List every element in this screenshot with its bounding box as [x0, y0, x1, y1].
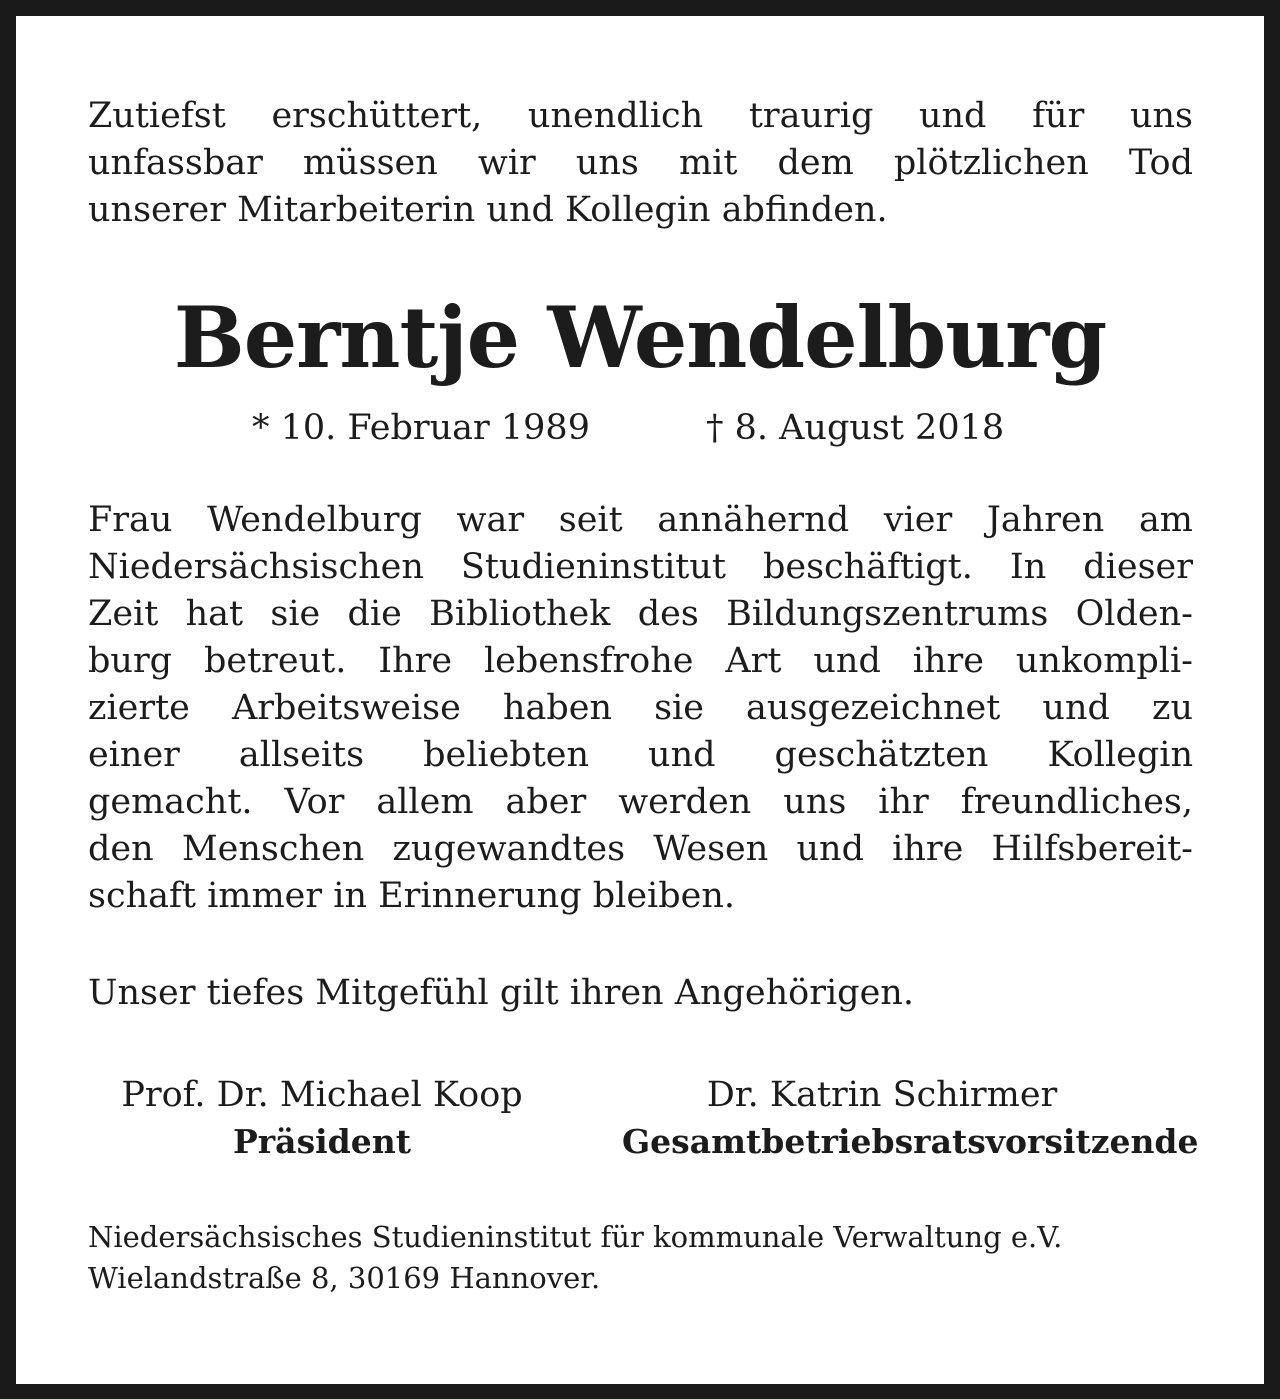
birth-date: * 10. Februar 1989 — [252, 408, 590, 448]
signatory-name: Dr. Katrin Schirmer — [706, 1075, 1058, 1115]
signatory-title: Gesamtbetriebsratsvorsitzende — [622, 1122, 1199, 1161]
footer-organization: Niedersächsisches Studieninstitut für kommunale Verwaltung e.V. — [88, 1220, 1063, 1254]
body-line: burg betreut. Ihre lebensfrohe Art und ihre unkompli- — [88, 641, 1193, 681]
body-line: zierte Arbeitsweise haben sie ausgezeichnet und zu — [88, 688, 1193, 728]
body-line: den Menschen zugewandtes Wesen und ihre Hilfsbereit- — [88, 829, 1193, 869]
obituary-notice — [16, 16, 1264, 1384]
body-line: gemacht. Vor allem aber werden uns ihr freundliches, — [88, 782, 1193, 822]
body-line: einer allseits beliebten und geschätzten Kollegin — [88, 735, 1193, 775]
condolence-text: Unser tiefes Mitgefühl gilt ihren Angehörigen. — [88, 973, 914, 1013]
intro-line: unfassbar müssen wir uns mit dem plötzlichen Tod — [88, 143, 1193, 183]
body-line: Frau Wendelburg war seit annähernd vier Jahren am — [88, 500, 1193, 540]
body-line: schaft immer in Erinnerung bleiben. — [88, 876, 736, 916]
intro-line: Zutiefst erschüttert, unendlich traurig und für uns — [88, 96, 1193, 136]
body-line: Niedersächsischen Studieninstitut beschäftigt. In dieser — [88, 547, 1193, 587]
intro-line: unserer Mitarbeiterin und Kollegin abfinden. — [88, 190, 888, 230]
signatory-title: Präsident — [232, 1122, 411, 1161]
signatory-name: Prof. Dr. Michael Koop — [121, 1075, 523, 1115]
body-line: Zeit hat sie die Bibliothek des Bildungszentrums Olden- — [88, 594, 1193, 634]
footer-address: Wielandstraße 8, 30169 Hannover. — [88, 1261, 601, 1295]
deceased-name: Berntje Wendelburg — [173, 288, 1107, 387]
death-date: † 8. August 2018 — [706, 408, 1005, 448]
